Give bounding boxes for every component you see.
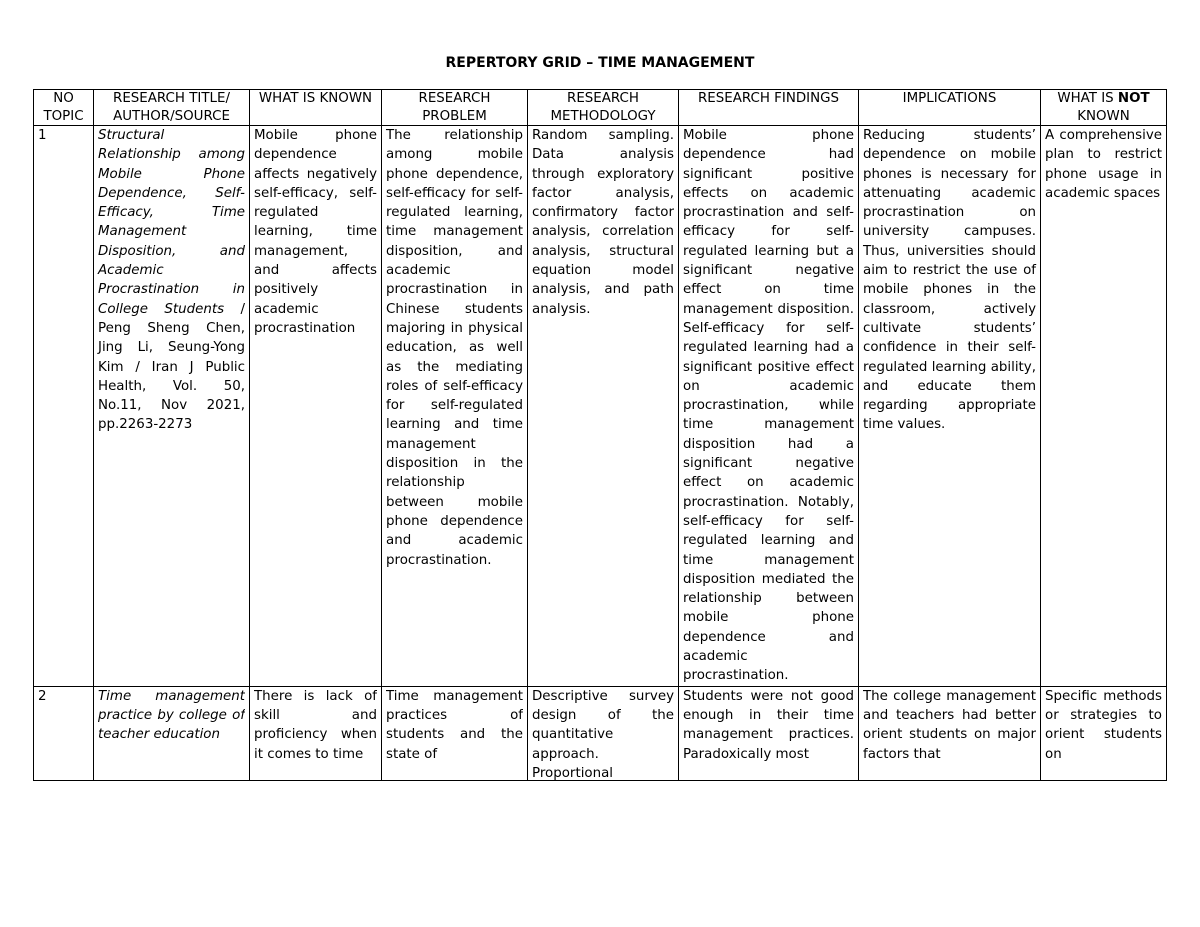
research-findings-cell bbox=[679, 686, 859, 780]
table-row bbox=[34, 686, 1167, 780]
header-what-is-not-known bbox=[1041, 90, 1167, 126]
research-title: Structural Relationship among Mobile Phone Dependence, Self-Efficacy, Time Management Disposition, and Academic Procrastination in College Students bbox=[98, 128, 245, 317]
research-problem-cell: The relationship among mobile phone dependence, self-efficacy for self-regulated learning, time management disposition, and academic procrastination in Chinese students majoring in physical education, as well as the mediating roles of self-efficacy for self-regulated learning and time management disposition in the relationship between mobile phone dependence and academic procrastination. bbox=[382, 126, 528, 687]
header-research-problem: RESEARCH PROBLEM bbox=[382, 90, 528, 126]
header-implications: IMPLICATIONS bbox=[859, 90, 1041, 126]
author-source: / Peng Sheng Chen, Jing Li, Seung-Yong Kim / Iran J Public Health, Vol. 50, No.11, Nov 2021, pp.2263-2273 bbox=[98, 301, 245, 433]
research-methodology-cell: Random sampling. Data analysis through exploratory factor analysis, confirmatory factor analysis, correlation analysis, structural equation model analysis, and path analysis. bbox=[528, 126, 679, 687]
research-title-cell bbox=[94, 126, 250, 687]
research-methodology-text: Descriptive survey design of the quantitative approach. Proportional bbox=[532, 688, 674, 780]
research-findings-cell: Mobile phone dependence had significant positive effects on academic procrastination and self-efficacy for self-regulated learning but a significant negative effect on time management disposition. Self-efficacy for self-regulated learning had a significant positive effect on academic procrastination, while time management disposition had a significant negative effect on academic procrastination. Notably, self-efficacy for self-regulated learning and time management disposition mediated the relationship between mobile phone dependence and academic procrastination. bbox=[679, 126, 859, 687]
row-number-text: 2 bbox=[38, 688, 47, 704]
research-title: Time management practice by college of teacher education bbox=[98, 688, 245, 743]
header-not-known-suffix: KNOWN bbox=[1077, 108, 1130, 124]
header-not-known-bold: NOT bbox=[1117, 91, 1150, 106]
header-row bbox=[34, 90, 1167, 126]
research-title-clip bbox=[98, 687, 245, 780]
header-what-is-known: WHAT IS KNOWN bbox=[250, 90, 382, 126]
repertory-grid-table bbox=[33, 89, 1167, 781]
implications-cell: Reducing students’ dependence on mobile phones is necessary for attenuating academic procrastination on university campuses. Thus, universities should aim to restrict the use of mobile phones in the classroom, actively cultivate students’ confidence in their self-regulated learning ability, and educate them regarding appropriate time values. bbox=[859, 126, 1041, 687]
header-research-findings: RESEARCH FINDINGS bbox=[679, 90, 859, 126]
header-no-topic: NO TOPIC bbox=[34, 90, 94, 126]
row-number bbox=[34, 686, 94, 780]
header-research-title: RESEARCH TITLE/ AUTHOR/SOURCE bbox=[94, 90, 250, 126]
research-findings-text: Students were not good enough in their time management practices. Paradoxically most bbox=[683, 688, 854, 762]
what-is-not-known-text: Specific methods or strategies to orient students on bbox=[1045, 688, 1162, 762]
what-is-known-cell bbox=[250, 686, 382, 780]
research-problem-cell bbox=[382, 686, 528, 780]
what-is-known-text: There is lack of skill and proficiency when it comes to time bbox=[254, 688, 377, 762]
research-title-cell bbox=[94, 686, 250, 780]
header-research-methodology: RESEARCH METHODOLOGY bbox=[528, 90, 679, 126]
implications-text: The college management and teachers had better orient students on major factors that bbox=[863, 688, 1036, 762]
table-row bbox=[34, 126, 1167, 687]
research-methodology-cell bbox=[528, 686, 679, 780]
implications-cell bbox=[859, 686, 1041, 780]
document-title: REPERTORY GRID – TIME MANAGEMENT bbox=[445, 55, 755, 71]
what-is-not-known-cell: A comprehensive plan to restrict phone usage in academic spaces bbox=[1041, 126, 1167, 687]
header-not-known-prefix: WHAT IS bbox=[1057, 91, 1114, 106]
what-is-known-cell: Mobile phone dependence affects negatively self-efficacy, self-regulated learning, time management, and affects positively academic procrastination bbox=[250, 126, 382, 687]
research-problem-text: Time management practices of students and the state of bbox=[386, 688, 523, 762]
row-number: 1 bbox=[34, 126, 94, 687]
what-is-not-known-cell bbox=[1041, 686, 1167, 780]
